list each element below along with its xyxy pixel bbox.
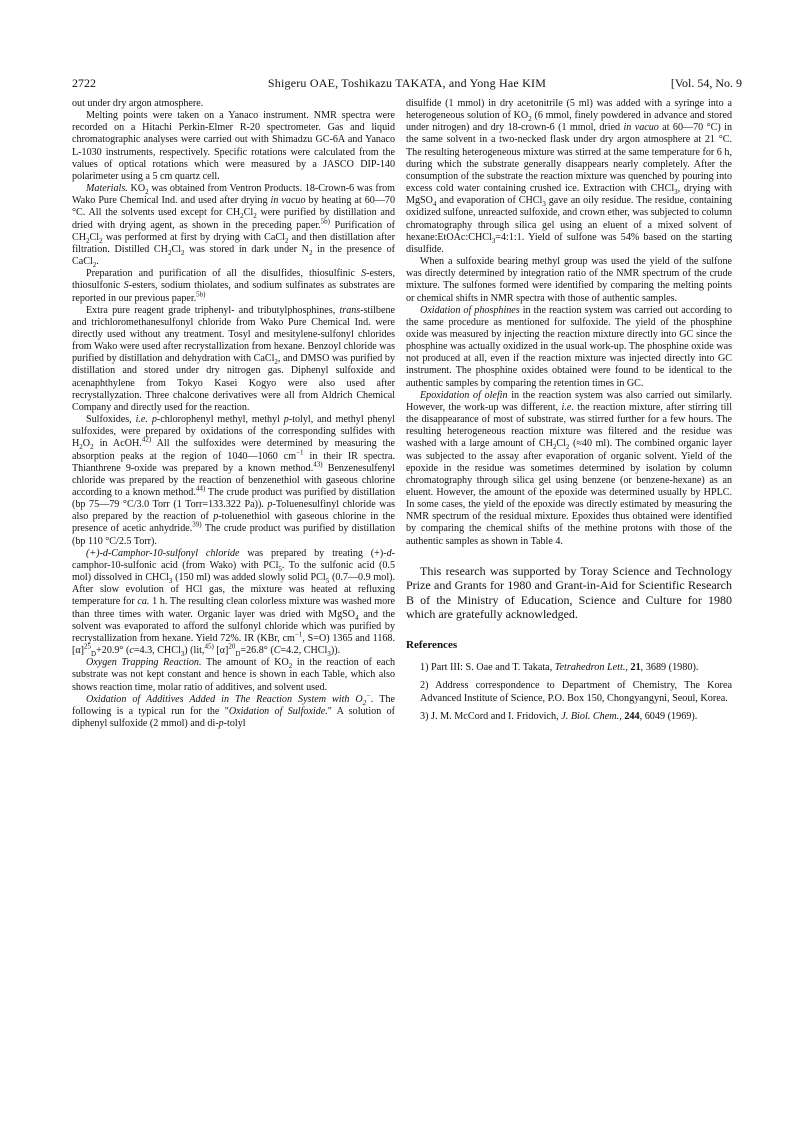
reference-item: 3) J. M. McCord and I. Fridovich, J. Biol. Chem., 244, 6049 (1969). — [420, 711, 698, 723]
acknowledgment: This research was supported by Toray Science and Technology Prize and Grants for 1980 and Grant-in-Aid for Scientific Research B of the Ministry of Education, Science and Culture for 1980 which are gratefully acknowledged. — [406, 563, 732, 621]
paragraph: Preparation and purification of all the disulfides, thiosulfinic S-esters, thiosulfonic S-esters, sodium thiolates, and sodium sulfinates as substrates are reported in our previous paper.$^{5b)}$ — [72, 268, 395, 304]
left-column — [72, 98, 395, 730]
paragraph: Melting points were taken on a Yanaco instrument. NMR spectra were recorded on a Hitachi Perkin-Elmer R-20 spectrometer. Gas and liquid chromatographic analyses were carried out with Shimadzu GC-6A and Yanaco L-1030 instruments, respectively. Specific rotations were calculated from the values of optical rotations which were measured by a JASCO DIP-140 polarimeter using a 5 cm quartz cell. — [72, 110, 395, 182]
references-heading: References — [406, 639, 458, 652]
paragraph: Oxidation of Additives Added in The Reaction System with $O_2^-$. The following is a typical run for the "Oxidation of Sulfoxide." A solution of diphenyl sulfoxide (2 mmol) and di-p-tolyl — [72, 691, 395, 729]
page-header — [72, 76, 742, 94]
reference-item: 1) Part III: S. Oae and T. Takata, Tetrahedron Lett., 21, 3689 (1980). — [420, 661, 699, 673]
paragraph: Sulfoxides, i.e. p-chlorophenyl methyl, methyl p-tolyl, and methyl phenyl sulfoxides, were prepared by oxidations of the corresponding sulfides with $H_2O_2$ in AcOH.$^{42)}$ All the sulfoxides were determined by measuring the absorption peaks at the region of 1040—1060 $cm^{-1}$ in their IR spectra. Thianthrene 9-oxide was prepared by a known method.$^{43)}$ Benzenesulfenyl chloride was prepared by the reaction of benzenethiol with gaseous chlorine according to a known method.$^{44)}$ The crude product was purified by distillation (bp 75—79 °C/3.0 Torr (1 Torr=133.322 Pa)). p-Toluenesulfinyl chloride was also prepared by the reaction of p-toluenethiol with gaseous chlorine in the presence of acetic anhydride.$^{39)}$ The crude product was purified by distillation (bp 110 °C/2.5 Torr). — [72, 414, 396, 547]
right-column — [406, 98, 732, 730]
paragraph: Epoxidation of olefin in the reaction system was also carried out similarly. However, the work-up was different, i.e. the reaction mixture, after stirring till the disappearance of most of substrate, was stirred further for a few hours. The resulting heterogeneous reaction mixture was filtered and the residue was washed with a large amount of $CH_2Cl_2$ (≈40 ml). The combined organic layer was subjected to the assay after evaporation of organic solvent. Yield of the epoxide in the residue was sometimes determined by isolation by column chromatography through silica gel using benzene (or benzene-hexane) as an eluent. However, the amount of the epoxide was determined usually by HPLC. In some cases, the yield of the epoxide was directly estimated by measuring the NMR spectrum of the residual mixture. Epoxides thus obtained were identified by comparing the chemical shifts of the methine protons with those of the authentic samples as shown in Table 4. — [406, 389, 733, 547]
page-number: 2722 — [72, 76, 96, 90]
journal-volume: [Vol. 54, No. 9 — [670, 76, 742, 90]
reference-item: 2) Address correspondence to Department of Chemistry, The Korea Advanced Institute of Science, P.O. Box 150, Chongyangyni, Seoul, Korea. — [420, 680, 732, 704]
paragraph: out under dry argon atmosphere. — [72, 98, 204, 109]
paragraph: Oxidation of phosphines in the reaction system was carried out according to the same procedure as mentioned for sulfoxide. The yield of the phosphine oxide was measured by injecting the reaction mixture directly into GC since the phosphine was actually oxidized in the usual work-up. The phosphine oxide was not produced at all, even if the reaction mixture was injected directly into GC instrument. The phosphine oxides obtained were found to be identical to the authentic samples by comparing the retention times in GC. — [406, 304, 732, 389]
paragraph: Oxygen Trapping Reaction. The amount of $KO_2$ in the reaction of each substrate was not kept constant and hence is shown in each Table, which also shows reaction time, molar ratio of additives, and solvent used. — [72, 657, 395, 693]
paragraph: When a sulfoxide bearing methyl group was used the yield of the sulfone was directly determined by integration ratio of the NMR spectrum of the crude mixture. The sulfones formed were identified by comparing the melting points or chemical shifts in NMR spectra with those of authentic samples. — [406, 256, 732, 304]
paragraph: disulfide (1 mmol) in dry acetonitrile (5 ml) was added with a syringe into a heterogeneous solution of $KO_2$ (6 mmol, finely powdered in advance and stored under nitrogen) and dry 18-crown-6 (1 mmol, dried in vacuo at 60—70 °C) in the same solvent in a two-necked flask under dry argon atmosphere at 21 °C. The resulting heterogeneous mixture was stirred at the same temperature for 6 h, during which the substrate generally disappears nearly completely. After the consumption of the substrate the reaction mixture was quenched by pouring into excess cold water containing crushed ice. Extraction with CHCl$_3$, drying with MgSO$_4$ and evaporation of CHCl$_3$ gave an oily residue. The residue, containing oxidized sulfone, unreacted sulfoxide, and crown ether, was subjected to column chromatography through silica gel using an eluent of a mixed solvent of hexane:EtOAc:CHCl$_3$=4:1:1. Yield of sulfone was 54% based on the starting disulfide. — [406, 98, 733, 255]
paragraph: Extra pure reagent grade triphenyl- and tributylphosphines, trans-stilbene and trichloromethanesulfonyl chloride from Wako Pure Chemical Ind. were directly used without any treatment. Tosyl and mesitylene-sulfonyl chlorides from Wako were used after recrystallization from hexane. Benzoyl chloride was purified by distillation and dehydration with CaCl$_2$, and DMSO was purified by distillation and stored under dry nitrogen gas. Diphenyl sulfoxide and acenaphthylene from Tokyo Kasei Kogyo were also used after recrystallyzation. Three chalcone derivatives were all from Aldrich Chemical Company and directly used for the reaction. — [72, 304, 395, 413]
paragraph: (+)-d-Camphor-10-sulfonyl chloride was prepared by treating (+)-d-camphor-10-sulfonic acid (from Wako) with PCl$_5$. To the sulfonic acid (0.5 mol) dissolved in CHCl$_3$ (150 ml) was added slowly solid PCl$_5$ (0.7—0.9 mol). After slow evolution of HCl gas, the mixture was heated at refluxing temperature for ca. 1 h. The resulting clean colorless mixture was washed more than three times with water. Organic layer was dried with MgSO$_4$ and the solvent was evaporated to afford the sulfonyl chloride which was purified by recrystallization from hexane. Yield 72%. IR (KBr, $cm^{-1}$, S=O) 1365 and 1168. $[\alpha]^{25}_D+20.9^\circ$ (c=4.3, CHCl$_3$) (lit,$^{45)}$ $[\alpha]^{20}_D=26.8^\circ$ (C=4.2, CHCl$_3$)). — [72, 547, 396, 659]
paragraph: Materials. $KO_2$ was obtained from Ventron Products. 18-Crown-6 was from Wako Pure Chemical Ind. and used after drying in vacuo by heating at 60—70 °C. All the solvents used except for $CH_2Cl_2$ were purified by distillation and dried with drying agent, as shown in the preceding paper.$^{5b)}$ Purification of $CH_2Cl_2$ was performed at first by drying with CaCl$_2$ and then distillation after filtration. Distilled $CH_2Cl_2$ was stored in dark under $N_2$ in the presence of CaCl$_2$. — [72, 183, 396, 270]
running-authors: Shigeru OAE, Toshikazu TAKATA, and Yong Hae KIM — [267, 76, 547, 90]
